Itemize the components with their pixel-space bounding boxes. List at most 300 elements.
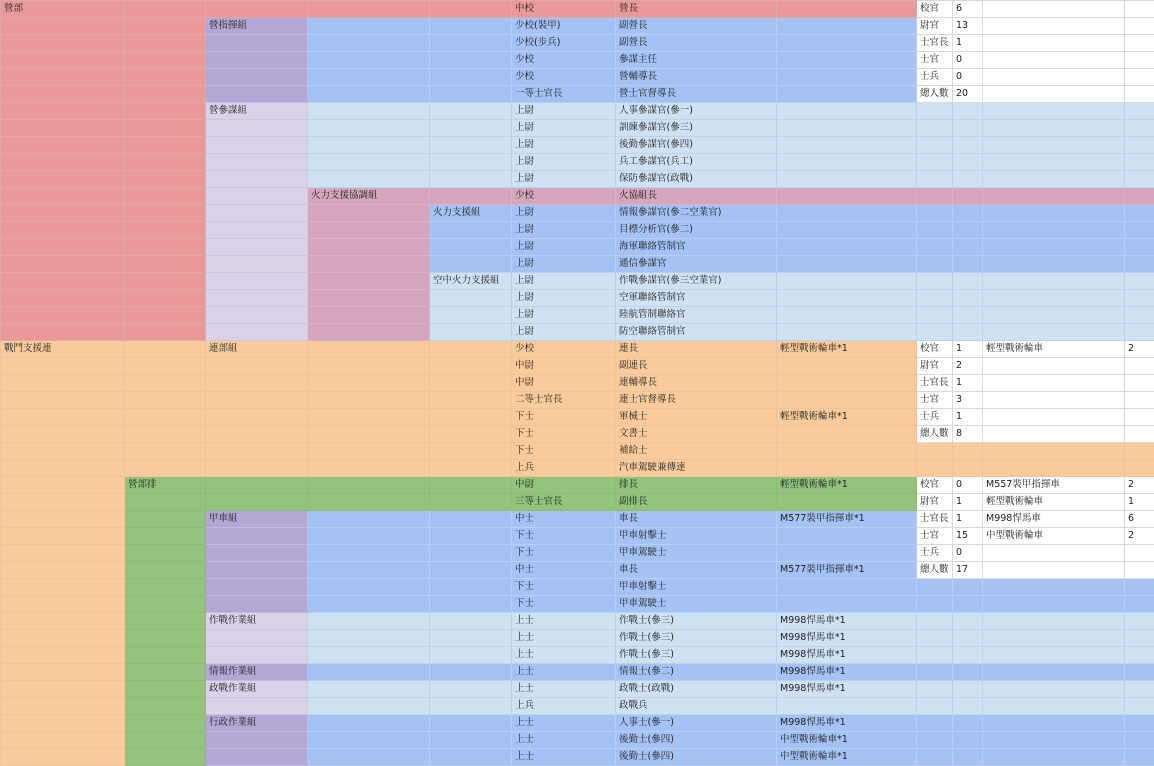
cell[interactable] (206, 698, 308, 715)
cell[interactable] (777, 494, 917, 511)
cell[interactable] (308, 698, 430, 715)
cell[interactable] (1125, 562, 1154, 579)
cell[interactable] (953, 647, 983, 664)
cell[interactable] (308, 647, 430, 664)
cell[interactable]: 中士 (512, 511, 616, 528)
cell[interactable] (917, 324, 953, 341)
cell[interactable] (430, 681, 512, 698)
cell[interactable]: 火協組長 (616, 188, 777, 205)
cell[interactable]: 少校 (512, 341, 616, 358)
cell[interactable]: 連輔導長 (616, 375, 777, 392)
cell[interactable]: 營部 (1, 1, 125, 18)
cell[interactable]: 中士 (512, 562, 616, 579)
cell[interactable] (308, 732, 430, 749)
cell[interactable] (206, 494, 308, 511)
cell[interactable] (308, 749, 430, 766)
cell[interactable]: 少校 (512, 188, 616, 205)
cell[interactable] (1125, 732, 1154, 749)
cell[interactable] (917, 137, 953, 154)
cell[interactable]: 戰鬥支援連 (1, 341, 125, 358)
cell[interactable]: 甲車射擊士 (616, 528, 777, 545)
cell[interactable] (430, 409, 512, 426)
cell[interactable] (953, 120, 983, 137)
cell[interactable] (308, 341, 430, 358)
cell[interactable] (125, 341, 206, 358)
cell[interactable] (917, 290, 953, 307)
cell[interactable] (983, 307, 1125, 324)
cell[interactable]: 作戰作業組 (206, 613, 308, 630)
cell[interactable] (1125, 545, 1154, 562)
cell[interactable] (983, 35, 1125, 52)
cell[interactable] (777, 188, 917, 205)
cell[interactable] (1, 426, 125, 443)
cell[interactable] (206, 596, 308, 613)
cell[interactable]: M998悍馬車 (983, 511, 1125, 528)
cell[interactable] (430, 256, 512, 273)
cell[interactable]: 0 (953, 52, 983, 69)
cell[interactable] (125, 222, 206, 239)
cell[interactable] (308, 307, 430, 324)
cell[interactable]: 政戰兵 (616, 698, 777, 715)
cell[interactable] (777, 256, 917, 273)
cell[interactable] (125, 613, 206, 630)
cell[interactable] (125, 375, 206, 392)
cell[interactable] (125, 52, 206, 69)
cell[interactable] (1125, 273, 1154, 290)
cell[interactable]: 少校 (512, 69, 616, 86)
cell[interactable] (917, 460, 953, 477)
cell[interactable] (1, 103, 125, 120)
cell[interactable]: 作戰參謀官(參三空業官) (616, 273, 777, 290)
cell[interactable] (917, 239, 953, 256)
cell[interactable] (125, 545, 206, 562)
cell[interactable] (983, 120, 1125, 137)
cell[interactable] (206, 222, 308, 239)
cell[interactable] (1, 545, 125, 562)
cell[interactable] (777, 52, 917, 69)
cell[interactable]: 尉官 (917, 358, 953, 375)
cell[interactable] (125, 120, 206, 137)
cell[interactable] (125, 18, 206, 35)
cell[interactable] (125, 681, 206, 698)
cell[interactable] (430, 715, 512, 732)
cell[interactable]: 上尉 (512, 273, 616, 290)
cell[interactable] (206, 579, 308, 596)
cell[interactable]: 下士 (512, 528, 616, 545)
cell[interactable]: 尉官 (917, 494, 953, 511)
cell[interactable] (983, 52, 1125, 69)
cell[interactable]: 甲車駕駛士 (616, 545, 777, 562)
cell[interactable] (1125, 120, 1154, 137)
cell[interactable]: 營部排 (125, 477, 206, 494)
cell[interactable]: 副連長 (616, 358, 777, 375)
cell[interactable] (206, 52, 308, 69)
cell[interactable] (206, 358, 308, 375)
cell[interactable]: 副營長 (616, 18, 777, 35)
cell[interactable] (308, 477, 430, 494)
cell[interactable] (308, 562, 430, 579)
cell[interactable] (953, 205, 983, 222)
cell[interactable]: 1 (953, 494, 983, 511)
cell[interactable]: 上尉 (512, 256, 616, 273)
cell[interactable] (206, 86, 308, 103)
cell[interactable]: 士官 (917, 528, 953, 545)
cell[interactable] (777, 205, 917, 222)
cell[interactable]: 營輔導長 (616, 69, 777, 86)
cell[interactable] (917, 222, 953, 239)
cell[interactable] (953, 749, 983, 766)
cell[interactable] (430, 52, 512, 69)
cell[interactable] (430, 171, 512, 188)
cell[interactable] (125, 596, 206, 613)
cell[interactable]: 中尉 (512, 375, 616, 392)
cell[interactable] (308, 35, 430, 52)
cell[interactable]: 作戰士(參三) (616, 647, 777, 664)
cell[interactable] (308, 86, 430, 103)
cell[interactable] (125, 1, 206, 18)
cell[interactable] (777, 324, 917, 341)
cell[interactable] (1, 205, 125, 222)
cell[interactable] (125, 35, 206, 52)
cell[interactable] (125, 86, 206, 103)
cell[interactable] (917, 647, 953, 664)
cell[interactable] (430, 1, 512, 18)
cell[interactable]: 通信參謀官 (616, 256, 777, 273)
cell[interactable] (983, 579, 1125, 596)
cell[interactable] (1125, 392, 1154, 409)
cell[interactable] (1, 35, 125, 52)
cell[interactable] (125, 188, 206, 205)
cell[interactable] (1, 18, 125, 35)
cell[interactable] (777, 358, 917, 375)
cell[interactable] (430, 596, 512, 613)
cell[interactable]: 上尉 (512, 120, 616, 137)
cell[interactable] (983, 154, 1125, 171)
cell[interactable] (1, 171, 125, 188)
cell[interactable] (777, 86, 917, 103)
cell[interactable] (430, 630, 512, 647)
cell[interactable] (1125, 290, 1154, 307)
cell[interactable] (777, 154, 917, 171)
cell[interactable]: 甲車射擊士 (616, 579, 777, 596)
cell[interactable] (206, 426, 308, 443)
cell[interactable] (983, 256, 1125, 273)
cell[interactable] (308, 681, 430, 698)
cell[interactable] (983, 103, 1125, 120)
cell[interactable] (953, 222, 983, 239)
cell[interactable] (983, 273, 1125, 290)
cell[interactable]: 士官 (917, 52, 953, 69)
cell[interactable] (1, 664, 125, 681)
cell[interactable] (1, 273, 125, 290)
cell[interactable] (917, 715, 953, 732)
cell[interactable] (206, 324, 308, 341)
cell[interactable] (206, 443, 308, 460)
cell[interactable] (983, 681, 1125, 698)
cell[interactable] (430, 579, 512, 596)
cell[interactable] (308, 426, 430, 443)
cell[interactable] (1, 188, 125, 205)
cell[interactable] (983, 1, 1125, 18)
cell[interactable]: 空軍聯絡管制官 (616, 290, 777, 307)
cell[interactable] (430, 188, 512, 205)
cell[interactable]: 1 (953, 375, 983, 392)
cell[interactable] (1, 154, 125, 171)
cell[interactable] (206, 188, 308, 205)
cell[interactable] (308, 239, 430, 256)
cell[interactable] (308, 630, 430, 647)
cell[interactable] (430, 324, 512, 341)
cell[interactable] (1125, 375, 1154, 392)
cell[interactable] (308, 273, 430, 290)
cell[interactable]: 作戰士(參三) (616, 613, 777, 630)
cell[interactable] (777, 18, 917, 35)
cell[interactable]: 校官 (917, 1, 953, 18)
cell[interactable] (1125, 630, 1154, 647)
cell[interactable] (953, 443, 983, 460)
cell[interactable]: 排長 (616, 477, 777, 494)
cell[interactable]: 車長 (616, 511, 777, 528)
cell[interactable]: 6 (953, 1, 983, 18)
cell[interactable] (1, 239, 125, 256)
cell[interactable]: 營參謀組 (206, 103, 308, 120)
cell[interactable] (308, 137, 430, 154)
cell[interactable] (206, 375, 308, 392)
cell[interactable] (430, 460, 512, 477)
cell[interactable]: 人事參謀官(參一) (616, 103, 777, 120)
cell[interactable]: 士官 (917, 392, 953, 409)
cell[interactable] (1125, 443, 1154, 460)
cell[interactable] (125, 698, 206, 715)
cell[interactable] (206, 273, 308, 290)
cell[interactable] (983, 630, 1125, 647)
cell[interactable]: 士官長 (917, 511, 953, 528)
cell[interactable]: 後勤參謀官(參四) (616, 137, 777, 154)
cell[interactable] (308, 545, 430, 562)
cell[interactable] (430, 613, 512, 630)
cell[interactable] (1, 256, 125, 273)
cell[interactable]: 0 (953, 69, 983, 86)
cell[interactable] (953, 137, 983, 154)
cell[interactable] (777, 137, 917, 154)
cell[interactable]: 訓練參謀官(參三) (616, 120, 777, 137)
cell[interactable] (953, 324, 983, 341)
cell[interactable] (206, 409, 308, 426)
cell[interactable] (125, 171, 206, 188)
cell[interactable]: 下士 (512, 409, 616, 426)
cell[interactable]: 副排長 (616, 494, 777, 511)
cell[interactable] (125, 273, 206, 290)
cell[interactable]: M577裝甲指揮車*1 (777, 562, 917, 579)
cell[interactable] (1, 613, 125, 630)
cell[interactable] (917, 103, 953, 120)
cell[interactable]: 二等士官長 (512, 392, 616, 409)
cell[interactable]: 三等士官長 (512, 494, 616, 511)
cell[interactable] (1125, 749, 1154, 766)
cell[interactable]: 下士 (512, 545, 616, 562)
cell[interactable] (917, 579, 953, 596)
cell[interactable] (308, 205, 430, 222)
cell[interactable] (1125, 86, 1154, 103)
cell[interactable]: 行政作業組 (206, 715, 308, 732)
cell[interactable]: 上士 (512, 630, 616, 647)
cell[interactable] (953, 596, 983, 613)
cell[interactable] (206, 528, 308, 545)
cell[interactable] (430, 137, 512, 154)
cell[interactable] (953, 307, 983, 324)
cell[interactable]: 0 (953, 545, 983, 562)
cell[interactable] (125, 715, 206, 732)
cell[interactable] (125, 392, 206, 409)
cell[interactable] (1, 630, 125, 647)
cell[interactable] (1125, 613, 1154, 630)
cell[interactable]: 汽車駕駛兼傳達 (616, 460, 777, 477)
cell[interactable] (206, 460, 308, 477)
cell[interactable]: 15 (953, 528, 983, 545)
cell[interactable]: 參謀主任 (616, 52, 777, 69)
cell[interactable] (953, 171, 983, 188)
cell[interactable]: 目標分析官(參二) (616, 222, 777, 239)
cell[interactable]: 1 (953, 409, 983, 426)
cell[interactable]: 輕型戰術輪車*1 (777, 341, 917, 358)
cell[interactable] (1125, 681, 1154, 698)
cell[interactable]: 輕型戰術輪車*1 (777, 477, 917, 494)
cell[interactable]: 士兵 (917, 409, 953, 426)
cell[interactable] (777, 120, 917, 137)
cell[interactable] (983, 596, 1125, 613)
cell[interactable] (1125, 52, 1154, 69)
cell[interactable] (983, 664, 1125, 681)
cell[interactable] (308, 392, 430, 409)
cell[interactable] (430, 290, 512, 307)
cell[interactable] (777, 239, 917, 256)
cell[interactable]: 2 (953, 358, 983, 375)
cell[interactable]: 0 (953, 477, 983, 494)
cell[interactable] (206, 256, 308, 273)
cell[interactable]: 甲車組 (206, 511, 308, 528)
cell[interactable]: 17 (953, 562, 983, 579)
cell[interactable] (430, 698, 512, 715)
cell[interactable]: 少校(裝甲) (512, 18, 616, 35)
cell[interactable] (125, 103, 206, 120)
cell[interactable] (430, 732, 512, 749)
cell[interactable] (1, 681, 125, 698)
cell[interactable]: M577裝甲指揮車*1 (777, 511, 917, 528)
cell[interactable] (430, 358, 512, 375)
cell[interactable] (308, 494, 430, 511)
cell[interactable]: 下士 (512, 426, 616, 443)
cell[interactable]: M998悍馬車*1 (777, 630, 917, 647)
cell[interactable] (917, 664, 953, 681)
cell[interactable] (308, 171, 430, 188)
cell[interactable] (125, 460, 206, 477)
cell[interactable] (430, 647, 512, 664)
cell[interactable] (125, 205, 206, 222)
cell[interactable] (983, 69, 1125, 86)
cell[interactable] (308, 18, 430, 35)
cell[interactable] (953, 681, 983, 698)
cell[interactable] (1, 749, 125, 766)
cell[interactable]: 空中火力支援組 (430, 273, 512, 290)
cell[interactable] (1125, 358, 1154, 375)
cell[interactable] (917, 681, 953, 698)
cell[interactable] (777, 443, 917, 460)
cell[interactable] (777, 528, 917, 545)
cell[interactable] (206, 1, 308, 18)
cell[interactable]: 1 (953, 341, 983, 358)
cell[interactable] (430, 222, 512, 239)
cell[interactable] (125, 511, 206, 528)
cell[interactable] (308, 1, 430, 18)
cell[interactable] (917, 443, 953, 460)
cell[interactable] (206, 732, 308, 749)
cell[interactable] (308, 596, 430, 613)
cell[interactable]: 一等士官長 (512, 86, 616, 103)
cell[interactable] (953, 239, 983, 256)
cell[interactable] (1125, 460, 1154, 477)
cell[interactable] (1125, 256, 1154, 273)
cell[interactable] (1125, 188, 1154, 205)
cell[interactable] (308, 222, 430, 239)
cell[interactable] (983, 426, 1125, 443)
cell[interactable]: 副營長 (616, 35, 777, 52)
cell[interactable] (125, 137, 206, 154)
cell[interactable] (125, 647, 206, 664)
cell[interactable] (206, 392, 308, 409)
cell[interactable] (430, 392, 512, 409)
cell[interactable] (430, 426, 512, 443)
cell[interactable] (125, 528, 206, 545)
cell[interactable] (206, 290, 308, 307)
cell[interactable] (917, 273, 953, 290)
cell[interactable] (777, 392, 917, 409)
cell[interactable] (777, 698, 917, 715)
cell[interactable] (953, 256, 983, 273)
cell[interactable] (953, 188, 983, 205)
cell[interactable] (206, 630, 308, 647)
cell[interactable] (953, 630, 983, 647)
cell[interactable]: 火力支援組 (430, 205, 512, 222)
cell[interactable] (206, 239, 308, 256)
cell[interactable]: 兵工參謀官(兵工) (616, 154, 777, 171)
cell[interactable] (983, 613, 1125, 630)
cell[interactable] (953, 273, 983, 290)
cell[interactable] (430, 341, 512, 358)
cell[interactable]: 上尉 (512, 137, 616, 154)
cell[interactable]: 士官長 (917, 35, 953, 52)
cell[interactable] (125, 630, 206, 647)
cell[interactable]: 營指揮組 (206, 18, 308, 35)
cell[interactable] (983, 392, 1125, 409)
cell[interactable] (1125, 324, 1154, 341)
cell[interactable] (917, 154, 953, 171)
cell[interactable] (1, 120, 125, 137)
cell[interactable] (953, 103, 983, 120)
cell[interactable]: 上兵 (512, 698, 616, 715)
cell[interactable] (206, 154, 308, 171)
cell[interactable] (777, 69, 917, 86)
cell[interactable]: 上士 (512, 647, 616, 664)
cell[interactable] (308, 511, 430, 528)
cell[interactable] (430, 494, 512, 511)
cell[interactable] (206, 120, 308, 137)
cell[interactable] (917, 749, 953, 766)
cell[interactable] (125, 579, 206, 596)
cell[interactable] (777, 426, 917, 443)
cell[interactable]: 8 (953, 426, 983, 443)
cell[interactable] (125, 409, 206, 426)
cell[interactable]: 士兵 (917, 69, 953, 86)
